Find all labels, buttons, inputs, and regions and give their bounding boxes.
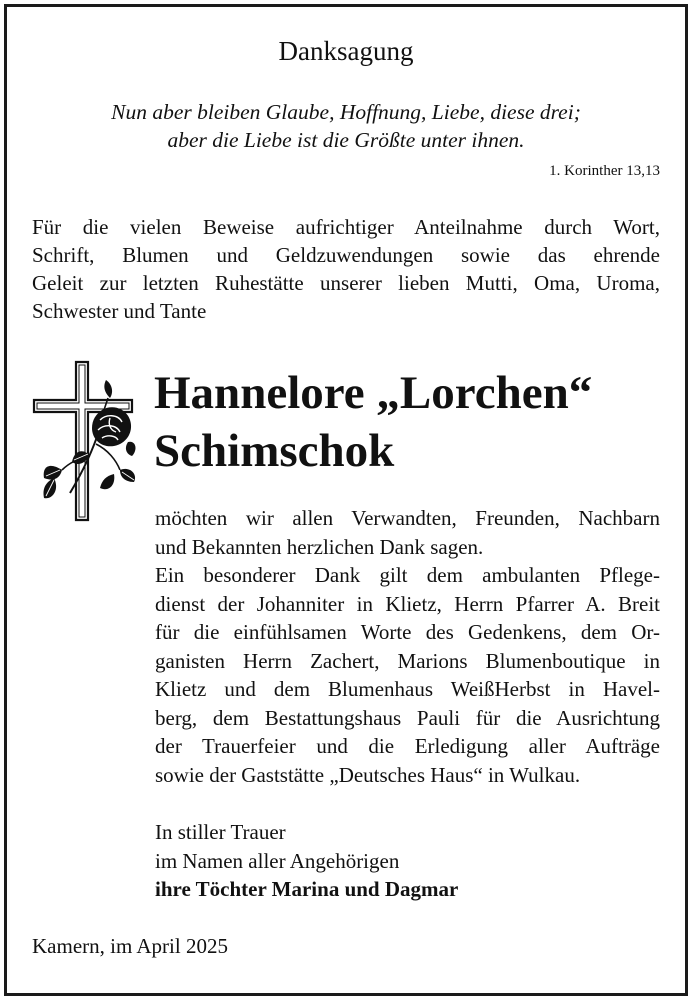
body-line: Klietz und dem Blumenhaus WeißHerbst in Havel- (155, 677, 660, 701)
body-line: und Bekannten herzlichen Dank sagen. (155, 534, 484, 559)
closing-line: im Namen aller Angehörigen (155, 848, 400, 873)
bible-verse (0, 98, 692, 154)
intro-paragraph (32, 213, 660, 325)
intro-line: Schrift, Blumen und Geldzuwendungen sowie das ehrende (32, 243, 660, 267)
body-line: berg, dem Bestattungshaus Pauli für die Ausrichtung (155, 705, 660, 730)
body-line: sowie der Gaststätte „Deutsches Haus“ in Wulkau. (155, 762, 581, 787)
verse-reference: 1. Korinther 13,13 (549, 163, 660, 179)
notice-heading: Danksagung (278, 36, 414, 66)
place-date: Kamern, im April 2025 (32, 934, 228, 958)
body-line: für die einfühlsamen Worte des Gedenkens, dem Or- (155, 620, 660, 644)
deceased-name-line: Schimschok (154, 425, 395, 477)
body-line: dienst der Johanniter in Klietz, Herrn Pfarrer A. Breit (155, 591, 660, 616)
verse-line: aber die Liebe ist die Größte unter ihnen. (167, 128, 525, 152)
body-line: möchten wir allen Verwandten, Freunden, Nachbarn (155, 506, 660, 530)
intro-line: Geleit zur letzten Ruhestätte unserer lieben Mutti, Oma, Uroma, (32, 271, 660, 295)
body-line: ganisten Herrn Zachert, Marions Blumenboutique in (155, 648, 660, 673)
thanks-paragraph (155, 504, 660, 789)
verse-line: Nun aber bleiben Glaube, Hoffnung, Liebe, diese drei; (111, 100, 581, 124)
signature: ihre Töchter Marina und Dagmar (155, 877, 459, 901)
closing-line: In stiller Trauer (155, 820, 286, 844)
intro-line: Für die vielen Beweise aufrichtiger Anteilnahme durch Wort, (32, 215, 660, 239)
body-line: der Trauerfeier und die Erledigung aller Aufträge (155, 734, 660, 758)
intro-line: Schwester und Tante (32, 299, 207, 323)
deceased-name (154, 364, 674, 480)
closing-block (155, 818, 660, 904)
cross-with-rose-icon (30, 358, 140, 526)
deceased-name-line: Hannelore „Lorchen“ (154, 367, 593, 419)
body-line: Ein besonderer Dank gilt dem ambulanten Pflege- (155, 563, 660, 587)
